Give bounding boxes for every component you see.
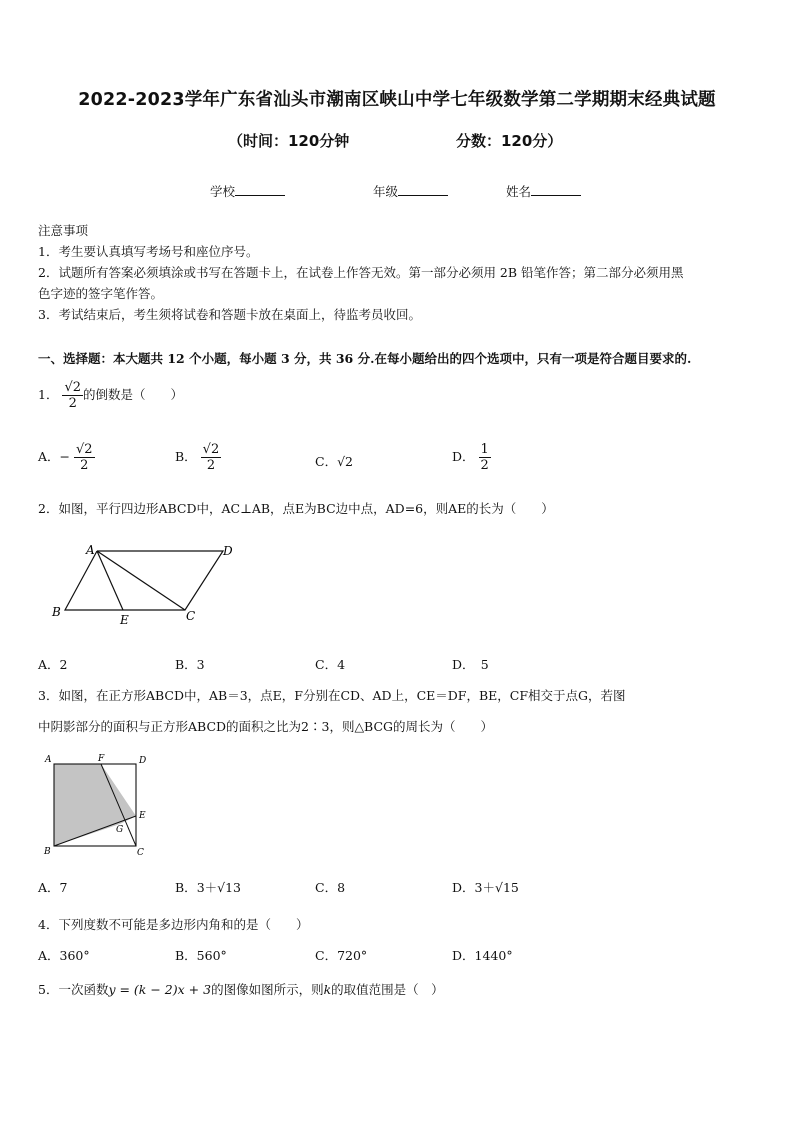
q1-frac-den: 2 <box>68 396 77 411</box>
grade-blank[interactable] <box>398 183 448 196</box>
name-field[interactable] <box>506 182 581 200</box>
notice-block <box>38 220 684 325</box>
label-a: A <box>86 543 95 557</box>
option-value: 3＋√13 <box>196 880 242 895</box>
q1-a-fraction <box>74 442 95 473</box>
grade-field[interactable] <box>373 182 448 200</box>
q4-option-a[interactable]: A．360° <box>38 948 90 963</box>
frac-num: √2 <box>202 442 220 457</box>
exam-time: （时间：120分钟 <box>228 132 350 150</box>
q1-number: 1． <box>38 387 59 402</box>
q1-fraction <box>62 380 83 411</box>
notice-item: 1．考生要认真填写考场号和座位序号。 <box>38 244 259 259</box>
option-sign: − <box>59 449 71 464</box>
option-label: D． <box>452 449 475 464</box>
q1-option-c[interactable] <box>315 452 353 470</box>
option-label: A． <box>38 449 60 464</box>
q4-option-d[interactable]: D．1440° <box>452 948 513 963</box>
q5-formula: y = (k − 2)x + 3 <box>108 982 212 997</box>
exam-score: 分数：120分） <box>456 132 563 150</box>
option-value: 3＋√15 <box>474 880 519 895</box>
q1-stem: 的倒数是（ ） <box>83 387 184 402</box>
question-5 <box>38 980 444 998</box>
label-b: B <box>52 605 61 619</box>
question-3-line-2: 中阴影部分的面积与正方形ABCD的面积之比为2∶3，则△BCG的周长为（ ） <box>38 719 494 734</box>
label-e: E <box>120 613 129 627</box>
q2-option-a[interactable]: A．2 <box>38 657 68 672</box>
frac-den: 2 <box>80 458 89 473</box>
q5-mid: 的图像如图所示，则 <box>211 982 324 997</box>
label-d: D <box>223 544 233 558</box>
label-c: C <box>137 848 144 858</box>
label-a: A <box>45 755 52 765</box>
question-1 <box>38 380 183 411</box>
section-heading: 一、选择题：本大题共 12 个小题，每小题 3 分，共 36 分.在每小题给出的四个选项中，只有一项是符合题目要求的. <box>38 351 692 366</box>
frac-num: 1 <box>480 442 489 457</box>
school-label: 学校 <box>210 184 236 199</box>
q3-option-a[interactable]: A．7 <box>38 880 68 895</box>
grade-label: 年级 <box>373 184 399 199</box>
option-label: C． <box>315 454 338 469</box>
q2-option-b[interactable]: B．3 <box>175 657 205 672</box>
label-d: D <box>139 756 147 766</box>
frac-den: 2 <box>480 458 489 473</box>
option-label: B． <box>175 880 197 895</box>
label-f: F <box>98 754 105 764</box>
q2-parallelogram-figure <box>45 540 245 630</box>
label-b: B <box>44 847 51 857</box>
page-title: 2022-2023学年广东省汕头市潮南区峡山中学七年级数学第二学期期末经典试题 <box>78 90 716 110</box>
question-4-stem: 4．下列度数不可能是多边形内角和的是（ ） <box>38 917 309 932</box>
q5-pre: 5．一次函数 <box>38 982 109 997</box>
q3-square-figure <box>40 750 155 860</box>
frac-num: √2 <box>76 442 93 457</box>
q5-var: k <box>323 982 332 997</box>
notice-heading: 注意事项 <box>38 223 89 238</box>
option-value: √2 <box>337 454 353 469</box>
q1-option-d[interactable] <box>452 442 491 473</box>
q1-d-fraction <box>479 442 491 473</box>
notice-item: 2．试题所有答案必须填涂或书写在答题卡上，在试卷上作答无效。第一部分必须用 2B 铅笔作答；第二部分必须用黑 <box>38 265 684 280</box>
notice-item: 3．考试结束后，考生须将试卷和答题卡放在桌面上，待监考员收回。 <box>38 307 421 322</box>
label-g: G <box>116 825 124 835</box>
option-label: D． <box>452 880 475 895</box>
frac-den: 2 <box>206 458 216 473</box>
q4-option-b[interactable]: B．560° <box>175 948 227 963</box>
q2-option-d[interactable]: D． 5 <box>452 657 489 672</box>
q4-option-c[interactable]: C．720° <box>315 948 368 963</box>
school-field[interactable] <box>210 182 285 200</box>
name-blank[interactable] <box>531 183 581 196</box>
q1-option-a[interactable] <box>38 442 95 473</box>
q1-option-b[interactable] <box>175 442 221 473</box>
label-c: C <box>186 609 196 623</box>
school-blank[interactable] <box>235 183 285 196</box>
q1-frac-num: √2 <box>64 380 81 395</box>
q2-option-c[interactable]: C．4 <box>315 657 346 672</box>
question-3-line-1: 3．如图，在正方形ABCD中，AB＝3，点E，F分别在CD、AD上，CE＝DF，BE，CF相交于点G，若图 <box>38 688 626 703</box>
q1-b-fraction <box>201 442 222 473</box>
option-label: B． <box>175 449 197 464</box>
q3-option-c[interactable]: C．8 <box>315 880 346 895</box>
q3-option-b[interactable] <box>175 878 241 896</box>
notice-item: 色字迹的签字笔作答。 <box>38 286 164 301</box>
name-label: 姓名 <box>506 184 532 199</box>
question-2-stem: 2．如图，平行四边形ABCD中，AC⊥AB，点E为BC边中点，AD=6，则AE的长为（ ） <box>38 501 554 516</box>
q3-option-d[interactable] <box>452 878 519 896</box>
parallelogram-outline <box>65 551 223 610</box>
shaded-region <box>54 764 136 846</box>
q5-post: 的取值范围是（ ） <box>331 982 444 997</box>
label-e: E <box>139 811 146 821</box>
